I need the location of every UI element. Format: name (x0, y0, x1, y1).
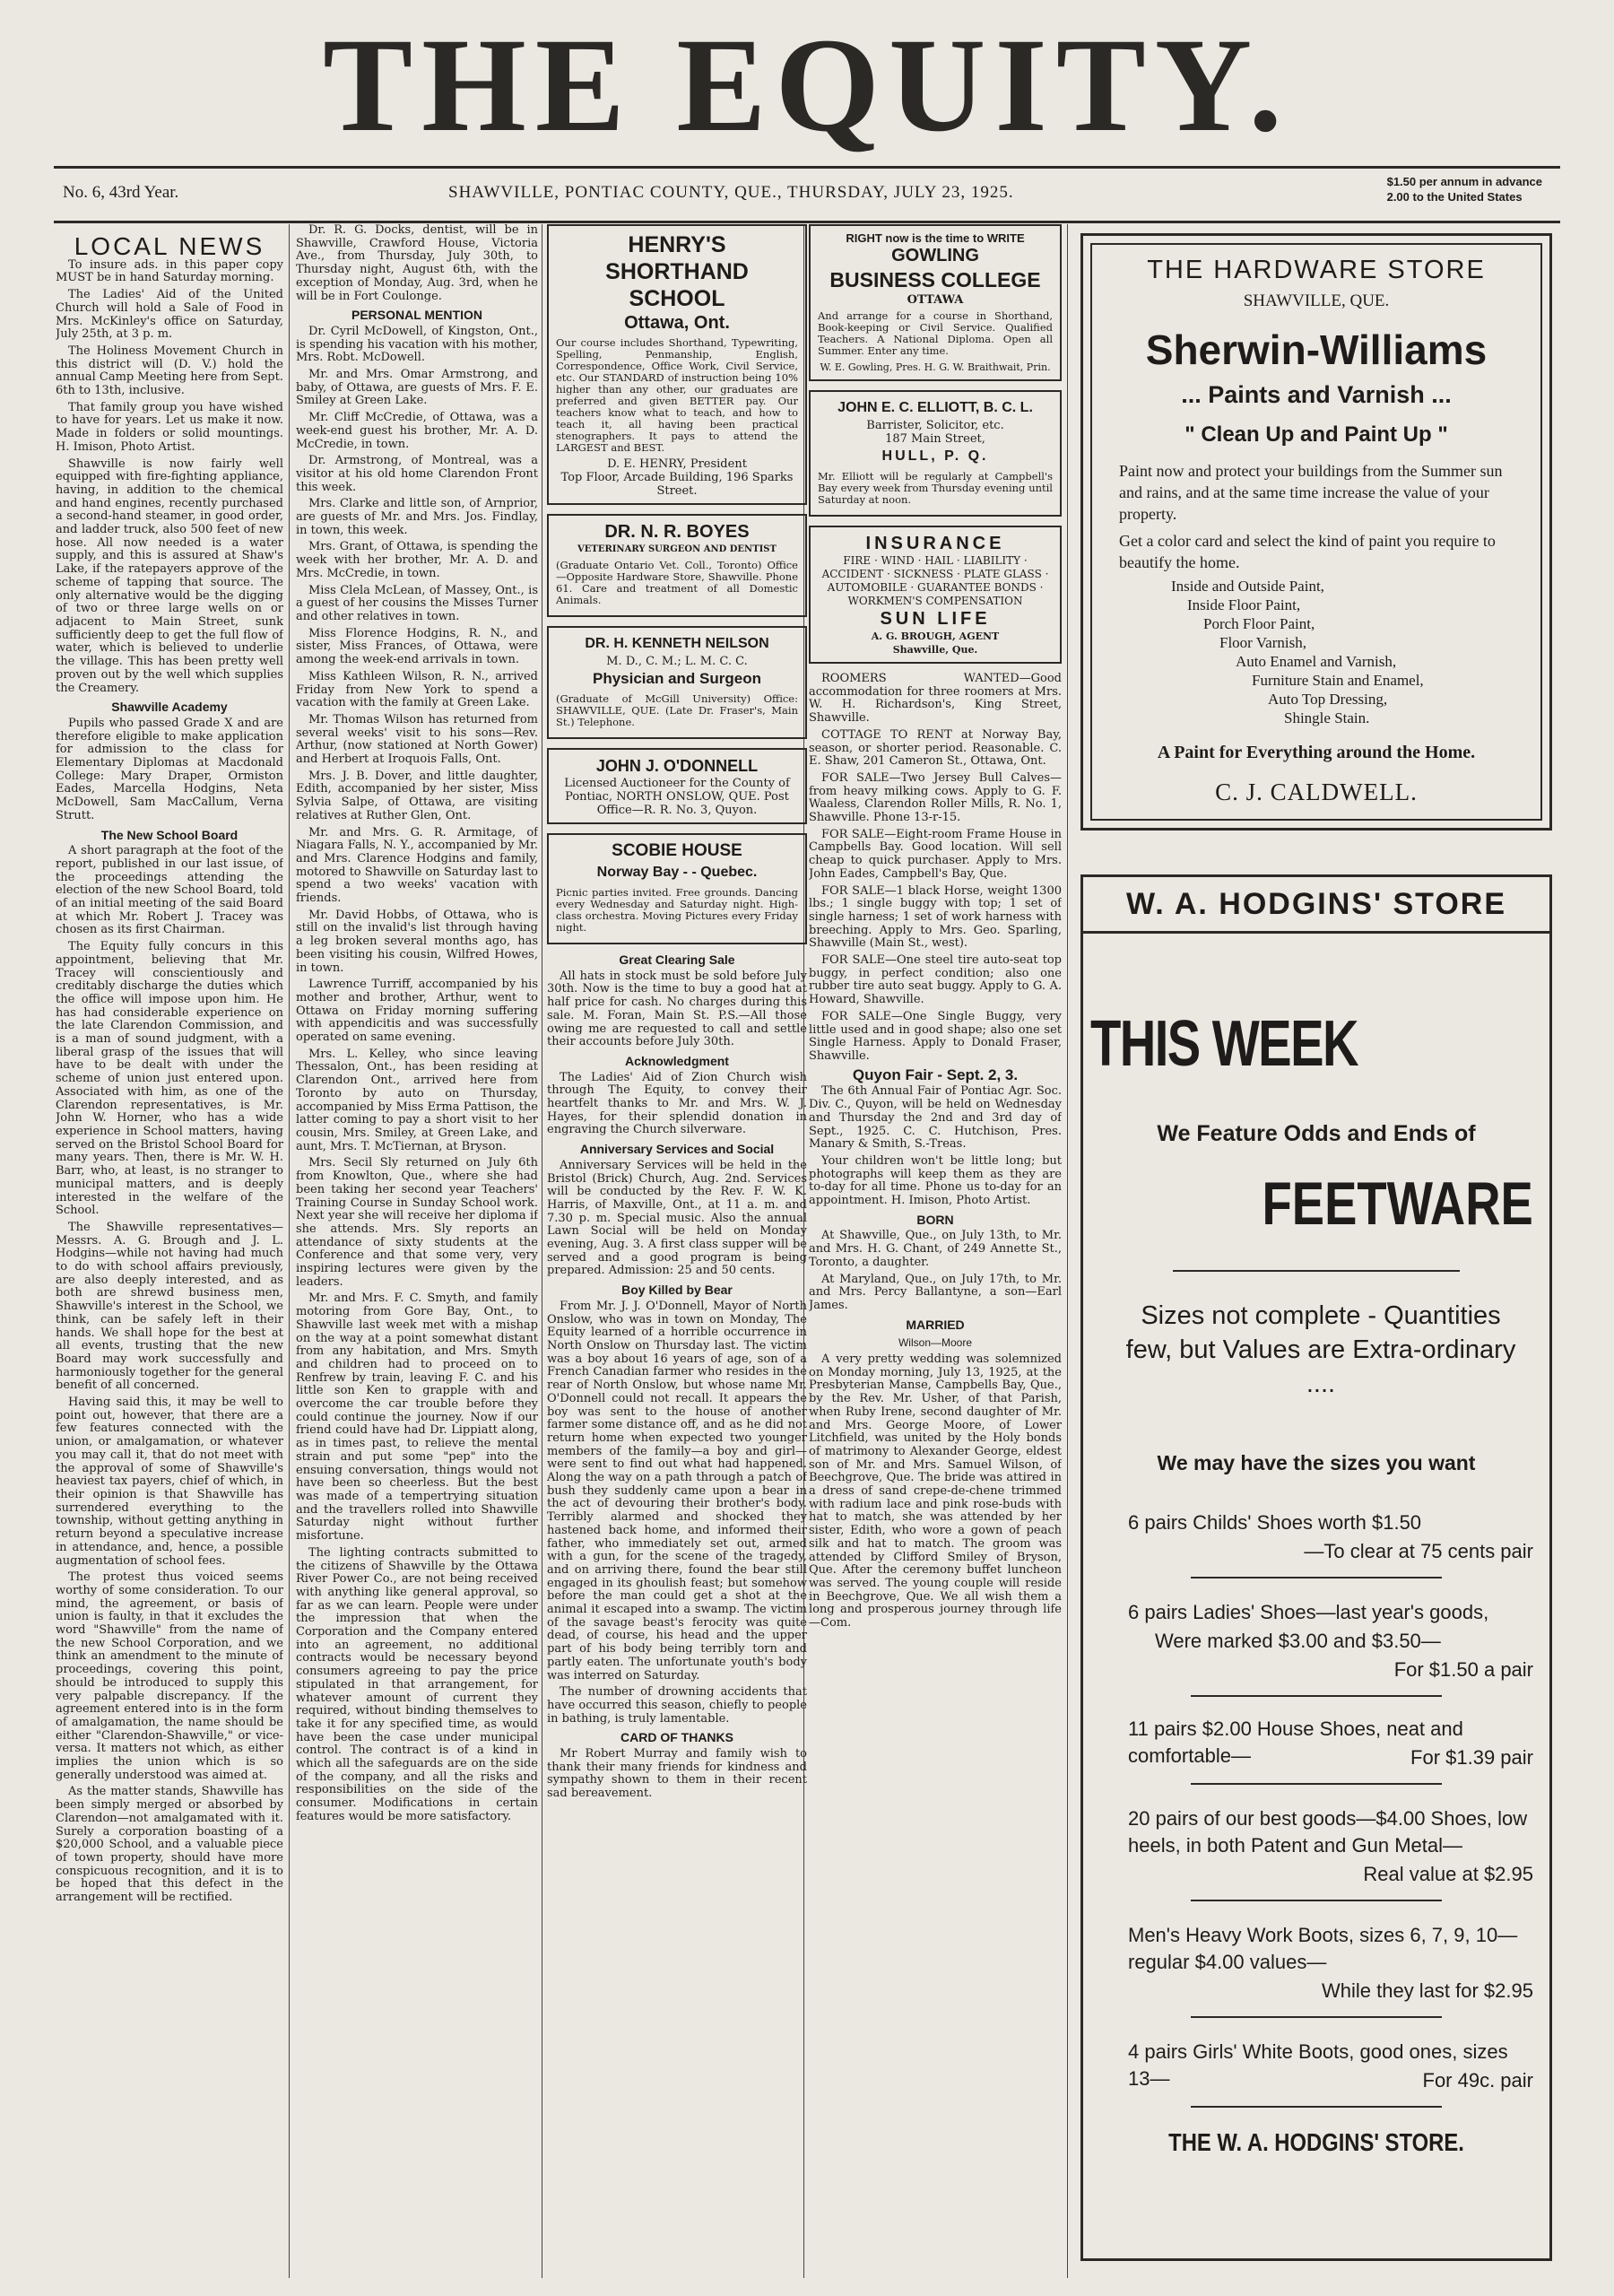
offer-house-shoes: 11 pairs $2.00 House Shoes, neat and comfortable— (1128, 1718, 1463, 1767)
article-paragraph: Mrs. L. Kelley, who since leaving Thessalon, Ont., has been residing at Clarendon Ont., arrived here from Toronto by auto on Thursday, accompanied by Miss Erma Pattison, the latter coming to pay a short visit to her cousin, Mrs. Smiley, at Green Lake, and aunt, Mrs. T. McTiernan, at Bryson. (296, 1047, 538, 1153)
column-rule (289, 224, 290, 2278)
article-heading: Shawville Academy (111, 700, 228, 715)
section-heading: LOCAL NEWS (74, 232, 265, 260)
article-paragraph: Mrs. Clarke and little son, of Arnprior, are guests of Mr. and Mrs. Jos. Findlay, in town, this week. (296, 497, 538, 537)
article-paragraph: From Mr. J. J. O'Donnell, Mayor of North Onslow, who was in town on Monday, The Equity learned of a horrible occurrence in North Onslow on Thursday last. The victim was a boy about 16 years of age, son of a French Canadian farmer who resides in the rear of North Onslow, but whose name Mr. O'Donnell could not recall. It appears the boy was sent to the house of another farmer some distance off, and as he did not return home when expected two younger members of the family—a boy and girl—were sent to find out what had happened. Along the way on a path through a patch of bush they suddenly came upon a bear in the act of devouring their brother's body. Terribly alarmed and shocked they hastened back home, and informed their father, who immediately set out, armed with a gun, for the scene of the tragedy, and on arriving there, found the bear still engaged in its ghoulish feast; but somehow before the man could get a shot at the animal it escaped into a swamp. The victim of the savage beast's ferocity was quite dead, of course, his head and the upper part of his body being terribly torn and partly eaten. The unfortunate youth's body was interred on Saturday. (547, 1299, 807, 1683)
divider (1191, 1695, 1442, 1697)
column-classifieds (809, 224, 1062, 2278)
article-heading: Great Clearing Sale (619, 952, 735, 967)
article-paragraph: The lighting contracts submitted to the citizens of Shawville by the Ottawa River Power Co., are not being received with anything like general approval, so far as we can learn. People were under the impression that when the Corporation and the Company entered into an agreement, no additional contracts would be necessary beyond consumers agreeing to pay the price stipulated in that arrangement, for whatever amount of current they required, without binding themselves to take it for any specified time, as would have been the case under municipal control. The contract is of a kind in which all the safeguards are on the side of the company, and all the risks and responsibilities on the side of the consumer. Modifications in certain features would be more satisfactory. (296, 1545, 538, 1823)
article-paragraph: Your children won't be little long; but photographs will keep them as they are to-day for all time. Phone us to-day for an appointment. H. Imison, Photo Artist. (809, 1153, 1062, 1208)
divider (1191, 1783, 1442, 1785)
article-paragraph: Dr. Cyril McDowell, of Kingston, Ont., is spending his vacation with his mother, Mrs. Robt. McDowell. (296, 324, 538, 365)
classified-ad: ROOMERS WANTED—Good accommodation for three roomers at Mrs. W. H. Richardson's, King Street, Shawville. (809, 672, 1062, 726)
article-paragraph: Mr. and Mrs. Omar Armstrong, and baby, of Ottawa, are guests of Mrs. F. E. Smiley at Green Lake. (296, 368, 538, 408)
article-paragraph: The Holiness Movement Church in this district will (D. V.) hold the annual Camp Meeting here from Sept. 6th to 13th, inclusive. (56, 344, 283, 398)
article-paragraph: A very pretty wedding was solemnized on Monday morning, July 13, 1925, at the Presbyterian Manse, Campbells Bay, Que., by the Rev. Mr. Usher, of that Parish, when Ruby Irene, second daughter of Mr. and Mrs. George Moore, of Lower Litchfield, was united by the Holy bonds of matrimony to Alexander George, eldest son of Mr. and Mrs. Samuel Wilson, of Beechgrove, Que. The bride was attired in a dress of sand crepe-de-chene trimmed with radium lace and pink rose-buds with hat to match, she was attended by her sister, Edith, who wore a gown of peach silk and hat to match. The groom was attended by Clifford Smiley of Bryson, Que. After the ceremony buffet luncheon was served. The young couple will reside in Beechgrove, Que. We all wish them a long and prosperous journey through life—Com. (809, 1352, 1062, 1631)
place-date: SHAWVILLE, PONTIAC COUNTY, QUE., THURSDAY, JULY 23, 1925. (448, 183, 1014, 202)
article-heading: The New School Board (100, 827, 239, 842)
issue-number: No. 6, 43rd Year. (63, 183, 179, 202)
dateline (54, 166, 1560, 223)
divider (1191, 1900, 1442, 1901)
column-personal-mention (296, 224, 538, 2278)
article-paragraph: Mrs. J. B. Dover, and little daughter, Edith, accompanied by her sister, Miss Sylvia Salpe, of Ottawa, are visiting relatives at Ruther Glen, Ont. (296, 769, 538, 822)
article-paragraph: The Equity fully concurs in this appointment, believing that Mr. Tracey will conscientiously and creditably discharge the duties which the office will impose upon him. He has had considerable experience on the late Clarendon Commission, and is a man of sound judgment, with a liberal grasp of the issues that will have to be dealt with under the scheme of union just entered upon. Associated with him, as one of the Clarendon representatives, is Mr. John W. Horner, who has a wide experience in School matters, having served on the Bristol School Board for many years. Then, there is Mr. W. H. Barr, who, at least, is no stranger to municipal matters, and is deeply interested in the welfare of the School. (56, 940, 283, 1218)
article-paragraph: The protest thus voiced seems worthy of some consideration. To our mind, the agreement, or basis of union is faulty, in that it excludes the word "Shawville" from the name of the new School Corporation, and we think an amendment to the minute of proceedings, covering this point, should be introduced to supply this very palpable discrepancy. If the agreement entered into is in the form of amalgamation, the name should be either "Clarendon-Shawville," or vice-versa. It matters not which, as either implies the union which is so generally understood was aimed at. (56, 1570, 283, 1782)
article-heading: Anniversary Services and Social (579, 1142, 775, 1157)
hardware-owner: C. J. CALDWELL. (1215, 778, 1418, 805)
ad-elliott-barrister: JOHN E. C. ELLIOTT, B. C. L. Barrister, Solicitor, etc. 187 Main Street, HULL, P. Q. Mr. Elliott will be regularly at Campbell's Bay every week from Thursday evening until Saturday at noon. (809, 390, 1062, 517)
hardware-title: THE HARDWARE STORE (1147, 256, 1486, 284)
ad-odonnell-auctioneer: JOHN J. O'DONNELL Licensed Auctioneer for the County of Pontiac, NORTH ONSLOW, QUE. Post Office—R. R. No. 3, Quyon. (547, 748, 807, 824)
offer-ladies-shoes: 6 pairs Ladies' Shoes—last year's goods, (1128, 1601, 1489, 1623)
subscription-price: $1.50 per annum in advance 2.00 to the United States (1386, 175, 1542, 204)
article-paragraph: The Shawville representatives—Messrs. A. G. Brough and J. L. Hodgins—while not having had much to do with school affairs previously, are also deeply interested, and as both are shrewd business men, Shawville's interest in the School, we think, can be safely left in their hands. We shall hope for the best at all events, trusting that the new Board may work successfully and harmoniously together for the general benefit of all concerned. (56, 1220, 283, 1393)
ad-gowling-college: RIGHT now is the time to WRITE GOWLING BUSINESS COLLEGE OTTAWA And arrange for a course in Shorthand, Book-keeping or Civil Service. Qualified Teachers. A National Diploma. Open all Summer. Enter any time. W. E. Gowling, Pres. H. G. W. Braithwait, Prin. (809, 224, 1062, 381)
hodgins-header: W. A. HODGINS' STORE (1083, 877, 1549, 934)
divider (1191, 2016, 1442, 2018)
article-paragraph: Mr Robert Murray and family wish to thank their many friends for kindness and sympathy shown to them in their recent sad bereavement. (547, 1747, 807, 1801)
article-paragraph: That family group you have wished to have for years. Let us make it now. Made in folders or solid mountings. H. Imison, Photo Artist. (56, 400, 283, 454)
article-paragraph: The 6th Annual Fair of Pontiac Agr. Soc. Div. C., Quyon, will be held on Wednesday and Thursday the 2nd and 3rd day of Sept., 1925. C. C. Hutchison, Pres. Manary & Smith, S.-Treas. (809, 1084, 1062, 1152)
hardware-brand: Sherwin-Williams (1145, 326, 1488, 373)
article-heading: Quyon Fair - Sept. 2, 3. (852, 1065, 1019, 1083)
article-heading: BORN (916, 1212, 954, 1227)
ad-hodgins-store (1080, 874, 1552, 2261)
article-paragraph: Mr. David Hobbs, of Ottawa, who is still on the invalid's list through having a leg broken several months ago, has been visiting his cousin, Wilfred Howes, in town. (296, 908, 538, 975)
article-paragraph: Mr. and Mrs. G. R. Armitage, of Niagara Falls, N. Y., accompanied by Mr. and Mrs. Clarence Hodgins and family, motored to Shawville on Saturday last to spend a two weeks' vacation with friends. (296, 825, 538, 906)
column-local-news (56, 224, 283, 2278)
article-paragraph: Miss Florence Hodgins, R. N., and sister, Miss Frances, of Ottawa, were among the week-end arrivals in town. (296, 626, 538, 667)
article-paragraph: Miss Clela McLean, of Massey, Ont., is a guest of her cousins the Misses Turner and other relatives in town. (296, 583, 538, 623)
article-paragraph: Mr. Cliff McCredie, of Ottawa, was a week-end guest his brother, Mr. A. D. McCredie, in town. (296, 411, 538, 451)
article-paragraph: The Ladies' Aid of Zion Church wish through The Equity, to convey their heartfelt thanks to Mr. and Mrs. W. J. Hayes, for their splendid donation in engraving the Church silverware. (547, 1070, 807, 1137)
article-paragraph: The Ladies' Aid of the United Church will hold a Sale of Food in Mrs. McKinley's office on Saturday, July 25th, at 3 p. m. (56, 288, 283, 342)
article-paragraph: Dr. Armstrong, of Montreal, was a visitor at his old home Clarendon Front this week. (296, 454, 538, 494)
classified-ad: FOR SALE—Two Jersey Bull Calves—from heavy milking cows. Apply to G. F. Waaless, Clarendon Roller Mills, R. No. 1, Shawville. Phone 13-r-15. (809, 770, 1062, 825)
ad-dr-boyes: DR. N. R. BOYES VETERINARY SURGEON AND DENTIST (Graduate Ontario Vet. Coll., Toronto) Office—Opposite Hardware Store, Shawville. Phone 61. Care and treatment of all Domestic Animals. (547, 514, 807, 617)
hardware-town: SHAWVILLE, QUE. (1243, 291, 1390, 310)
article-heading: CARD OF THANKS (620, 1730, 733, 1745)
newspaper-title: THE EQUITY. (323, 11, 1291, 160)
article-paragraph: Anniversary Services will be held in the Bristol (Brick) Church, Aug. 2nd. Services will be conducted by the Rev. F. W. K. Harris, of Maxville, Ont., at 11 a. m. and 7.30 p. m. Special music. Also the annual Lawn Social will be held on Monday evening, Aug. 3. A first class supper will be served and a good program is being prepared. Admission: 25 and 50 cents. (547, 1158, 807, 1278)
article-paragraph: Mr. Thomas Wilson has returned from several weeks' visit to his sons—Rev. Arthur, (now stationed at North Gower) and Herbert at Iroquois Falls, Ont. (296, 712, 538, 767)
ad-hardware-store (1080, 233, 1552, 831)
section-heading: PERSONAL MENTION (351, 308, 482, 323)
masthead (54, 9, 1560, 161)
offer-childs-price: —To clear at 75 cents pair (1304, 1540, 1533, 1562)
may-have-line: We may have the sizes you want (1157, 1451, 1476, 1474)
offer-girls-boots: 4 pairs Girls' White Boots, good ones, sizes 13— (1128, 2040, 1508, 2090)
article-paragraph: The number of drowning accidents that have occurred this season, chiefly to people in bathing, is truly lamentable. (547, 1685, 807, 1726)
divider (1191, 2106, 1442, 2108)
hodgins-footer: THE W. A. HODGINS' STORE. (1168, 2128, 1464, 2156)
offer-house-price: For $1.39 pair (1410, 1746, 1533, 1769)
ad-scobie-house: SCOBIE HOUSE Norway Bay - - Quebec. Picnic parties invited. Free grounds. Dancing every Wednesday and Saturday night. High-class orchestra. Moving Pictures every Friday night. (547, 833, 807, 944)
column-rule (1067, 224, 1068, 2278)
article-paragraph: At Maryland, Que., on July 17th, to Mr. and Mrs. Percy Ballantyne, a son—Earl James. (809, 1272, 1062, 1312)
article-paragraph: Miss Kathleen Wilson, R. N., arrived Friday from New York to spend a vacation with the family at Green Lake. (296, 669, 538, 710)
ad-insurance: INSURANCE FIRE · WIND · HAIL · LIABILITY · ACCIDENT · SICKNESS · PLATE GLASS · AUTOMOBILE · GUARANTEE BONDS · WORKMEN'S COMPENSATION SUN LIFE A. G. BROUGH, AGENT Shawville, Que. (809, 526, 1062, 664)
classified-ad: COTTAGE TO RENT at Norway Bay, season, or shorter period. Reasonable. C. E. Shaw, 201 Cameron St., Ottawa, Ont. (809, 727, 1062, 769)
classified-ad: FOR SALE—Eight-room Frame House in Campbells Bay. Good location. Will sell cheap to quick purchaser. Apply to Mrs. John Eades, Campbell's Bay, Que. (809, 827, 1062, 881)
article-paragraph: Mr. and Mrs. F. C. Smyth, and family motoring from Gore Bay, Ont., to Shawville last week met with a mishap on the way at a point somewhat distant from any habitation, and Mrs. Smyth and children had to proceed on to Renfrew by train, leaving F. C. and his little son Ken to grapple with and overcome the car trouble before they could continue the journey. Now if our friend could have had Dr. Lippiatt along, as in times past, to relieve the mental strain and put some "pep" into the ensuing conversation, things would not have been so cheerless. But the best was made of a tempertrying situation and the travellers rolled into Shawville Saturday night without further misfortune. (296, 1292, 538, 1544)
offer-work-boots: Men's Heavy Work Boots, sizes 6, 7, 9, 10—regular $4.00 values— (1128, 1924, 1518, 1973)
column-advertisements (547, 224, 807, 2278)
ad-dr-neilson: DR. H. KENNETH NEILSON M. D., C. M.; L. M. C. C. Physician and Surgeon (Graduate of McGill University) Office: SHAWVILLE, QUE. (Late Dr. Fraser's, Main St.) Telephone. (547, 626, 807, 739)
article-heading: MARRIED (906, 1317, 965, 1332)
offer-ladies-was: Were marked $3.00 and $3.50— (1155, 1630, 1441, 1652)
article-paragraph: Shawville is now fairly well equipped with fire-fighting appliance, having, in addition to the chemical and hand engines, recently purchased a second-hand steamer, in good order, and ladder truck, also 500 feet of new hose. All now needed is a water supply, and this is assured at Shaw's Lake, if the ratepayers approve of the scheme of tapping that source. The only alternative would be the digging of two or three large wells on or adjacent to Main Street, sunk sufficiently deep to get the full flow of water, which is believed to underlie the village. This has been pretty well proven out by the well which supplies the Creamery. (56, 457, 283, 695)
offer-work-price: While they last for $2.95 (1321, 1979, 1533, 2002)
feetware-heading: FEETWARE (1262, 1170, 1533, 1238)
hardware-body-2: Get a color card and select the kind of paint you require to beautify the home. (1119, 532, 1496, 571)
article-paragraph: Mrs. Secil Sly returned on July 6th from Knowlton, Que., where she had been taking her second year Teachers' Training Course in Sunday School work. Next year she will receive her diploma if she attends. Mrs. Sly reports an attendance of sixty students at the Conference and that some very, very inspiring lectures were given by the leaders. (296, 1156, 538, 1289)
article-heading: Boy Killed by Bear (621, 1283, 733, 1298)
article-paragraph: At Shawville, Que., on July 13th, to Mr. and Mrs. H. G. Chant, of 249 Annette St., Toronto, a daughter. (809, 1229, 1062, 1269)
article-paragraph: Pupils who passed Grade X and are therefore eligible to make application for admission to the class for Elementary Diplomas at Macdonald College: Mary Draper, Ormiston Eades, Marcella Hodgins, Neta McDowell, Sam MacCallum, Verna Strutt. (56, 716, 283, 822)
classified-ad: FOR SALE—1 black Horse, weight 1300 lbs.; 1 single buggy with top; 1 set of single harness; 1 set of work harness with breeching. Apply to Mrs. Geo. Sparling, Shawville (Main St., west). (809, 883, 1062, 951)
ad-henrys-shorthand: HENRY'S SHORTHAND SCHOOL Ottawa, Ont. Our course includes Shorthand, Typewriting, Spelling, Penmanship, English, Correspondence, Office Work, Civil Service, etc. Our STANDARD of instruction being 10% higher than any other, our graduates are preferred and given BETTER pay. Our teachers know what to teach, and how to teach it, all having been practical stenographers. It pays to attend the LARGEST and BEST. D. E. HENRY, President Top Floor, Arcade Building, 196 Sparks Street. (547, 224, 807, 505)
hardware-sub: ... Paints and Varnish ... (1181, 381, 1452, 408)
article-paragraph: Lawrence Turriff, accompanied by his mother and brother, Arthur, went to Ottawa on Friday morning suffering with appendicitis and was successfully operated on same evening. (296, 978, 538, 1045)
hardware-body-1: Paint now and protect your buildings from the Summer sun and rains, and at the same time increase the value of your property. (1119, 462, 1503, 523)
article-paragraph: A short paragraph at the foot of the report, published in our last issue, of the proceedings attending the election of the new School Board, told of an initial meeting of the said Board at which Mr. Robert J. Tracey was chosen as its first Chairman. (56, 844, 283, 937)
offer-ladies-price: For $1.50 a pair (1393, 1658, 1533, 1681)
article-heading: Acknowledgment (625, 1053, 729, 1068)
offer-best-price: Real value at $2.95 (1363, 1863, 1533, 1885)
this-week-heading: THIS WEEK (1090, 1008, 1358, 1080)
offer-best-goods: 20 pairs of our best goods—$4.00 Shoes, low heels, in both Patent and Gun Metal— (1128, 1807, 1528, 1857)
offer-girls-price: For 49c. pair (1422, 2069, 1533, 2092)
classified-ad: FOR SALE—One Single Buggy, very little used and in good shape; also one set Single Harness. Apply to Donald Fraser, Shawville. (809, 1009, 1062, 1063)
article-paragraph: All hats in stock must be sold before July 30th. Now is the time to buy a good hat at half price for cash. No charges during this sale. M. Foran, Main St. P.S.—All those owing me are requested to call and settle their accounts before July 30th. (547, 969, 807, 1049)
hardware-paint-list: Inside and Outside Paint, Inside Floor Paint, Porch Floor Paint, Floor Varnish, Auto Enamel and Varnish, Furniture Stain and Enamel, Auto Top Dressing, Shingle Stain. (1171, 578, 1424, 726)
article-subheading: Wilson—Moore (898, 1336, 973, 1350)
hardware-tagline: A Paint for Everything around the Home. (1157, 743, 1476, 762)
article-paragraph: Mrs. Grant, of Ottawa, is spending the week with her brother, Mr. A. D. and Mrs. McCredie, in town. (296, 540, 538, 580)
offer-childs-shoes: 6 pairs Childs' Shoes worth $1.50 (1128, 1511, 1422, 1534)
sizes-note: Sizes not complete - Quantities few, but Values are Extra-ordinary .... (1125, 1301, 1516, 1398)
article-paragraph: Dr. R. G. Docks, dentist, will be in Shawville, Crawford House, Victoria Ave., from Thursday, July 30th, to Thursday night, August 6th, with the exception of Monday, Aug. 3rd, when he will be in Fort Coulonge. (296, 224, 538, 303)
article-paragraph: To insure ads. in this paper copy MUST be in hand Saturday morning. (56, 257, 283, 285)
hardware-slogan: " Clean Up and Paint Up " (1184, 422, 1448, 447)
article-paragraph: As the matter stands, Shawville has been simply merged or absorbed by Clarendon—not amalgamated with it. Surely a corporation boasting of a $20,000 School, and a valuable piece of town property, should have more conspicuous recognition, and it is to be hoped that this defect in the arrangement will be rectified. (56, 1785, 283, 1905)
article-paragraph: Having said this, it may be well to point out, however, that there are a few features connected with the union, or amalgamation, or whatever you may call it, that do not meet with the approval of some of Shawville's heaviest tax payers, chief of which, in their opinion is that Shawville has surrendered everything to the township, without getting anything in return beyond a speculative increase in attendance, and, hence, a possible augmentation of school fees. (56, 1396, 283, 1568)
divider (1173, 1270, 1460, 1272)
classified-ad: FOR SALE—One steel tire auto-seat top buggy, in perfect condition; also one rubber tire auto seat buggy. Apply to G. A. Howard, Shawville. (809, 953, 1062, 1007)
divider (1191, 1577, 1442, 1578)
feature-line: We Feature Odds and Ends of (1157, 1121, 1476, 1146)
